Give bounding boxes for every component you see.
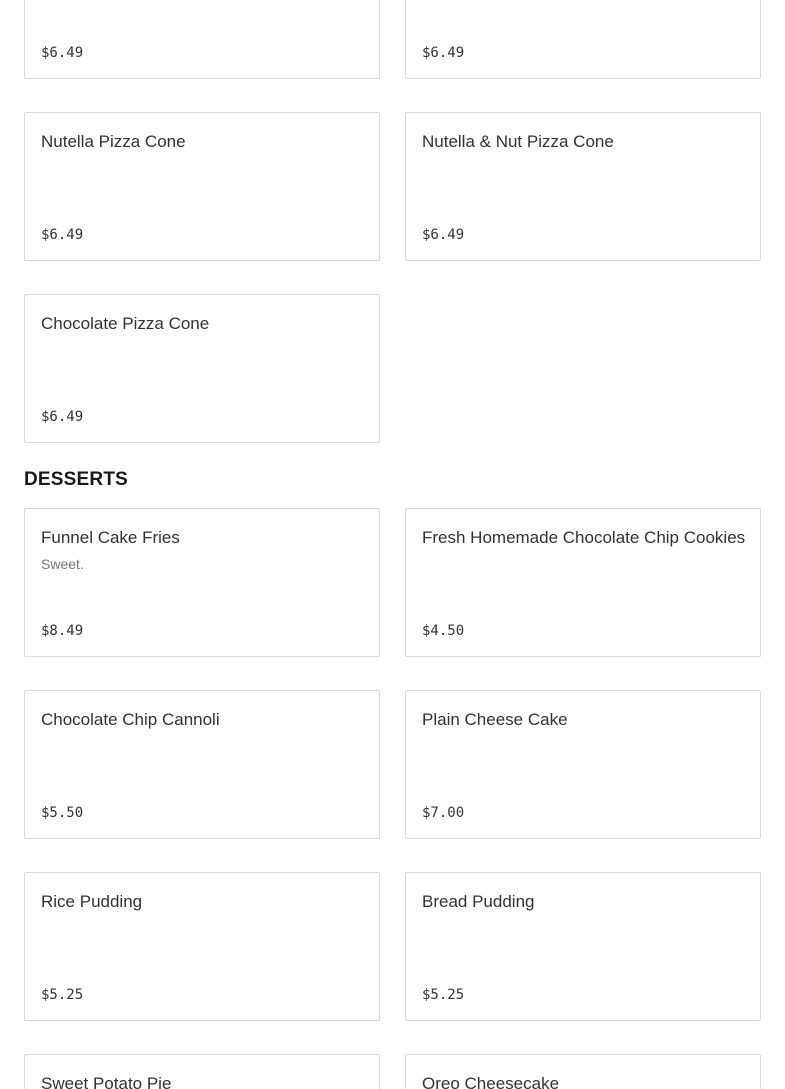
menu-item-card[interactable] (24, 508, 380, 657)
menu-item-name: Funnel Cake Fries (41, 528, 180, 547)
menu-item-card[interactable] (405, 0, 761, 79)
menu-item-price: $5.25 (41, 987, 84, 1003)
menu-item-price: $5.50 (41, 805, 84, 821)
menu-item-name: Chocolate Pizza Cone (41, 314, 210, 333)
menu-item-card[interactable] (24, 1054, 380, 1089)
menu-item-card[interactable] (24, 872, 380, 1021)
menu-item-card[interactable] (405, 508, 761, 657)
menu-item-card[interactable] (24, 294, 380, 443)
menu-item-name: Bread Pudding (422, 892, 535, 911)
section-heading-desserts: DESSERTS (24, 469, 129, 490)
menu-item-name: Fresh Homemade Chocolate Chip Cookies (422, 528, 746, 547)
menu-item-name: Nutella Pizza Cone (41, 132, 186, 151)
menu-item-name: Nutella & Nut Pizza Cone (422, 132, 614, 151)
menu-item-price: $6.49 (41, 409, 84, 425)
menu-item-card[interactable] (24, 690, 380, 839)
menu-item-price: $7.00 (422, 805, 465, 821)
menu-item-card[interactable] (405, 1054, 761, 1089)
menu-item-price: $6.49 (41, 227, 84, 243)
menu-item-price: $6.49 (41, 45, 84, 61)
menu-item-card[interactable] (405, 690, 761, 839)
menu-item-description: Sweet. (41, 556, 84, 572)
menu-item-name: Rice Pudding (41, 892, 143, 911)
menu-item-card[interactable] (405, 872, 761, 1021)
menu-item-name: Plain Cheese Cake (422, 710, 568, 729)
menu-item-price: $6.49 (422, 45, 465, 61)
menu-item-card[interactable] (24, 112, 380, 261)
menu-item-name: Chocolate Chip Cannoli (41, 710, 220, 729)
menu-item-card[interactable] (405, 112, 761, 261)
menu-item-price: $8.49 (41, 623, 84, 639)
menu-item-name: Sweet Potato Pie (41, 1074, 172, 1089)
menu-item-name: Oreo Cheesecake (422, 1074, 560, 1089)
menu-item-price: $4.50 (422, 623, 465, 639)
menu-item-price: $6.49 (422, 227, 465, 243)
menu-item-price: $5.25 (422, 987, 465, 1003)
menu-item-card[interactable] (24, 0, 380, 79)
